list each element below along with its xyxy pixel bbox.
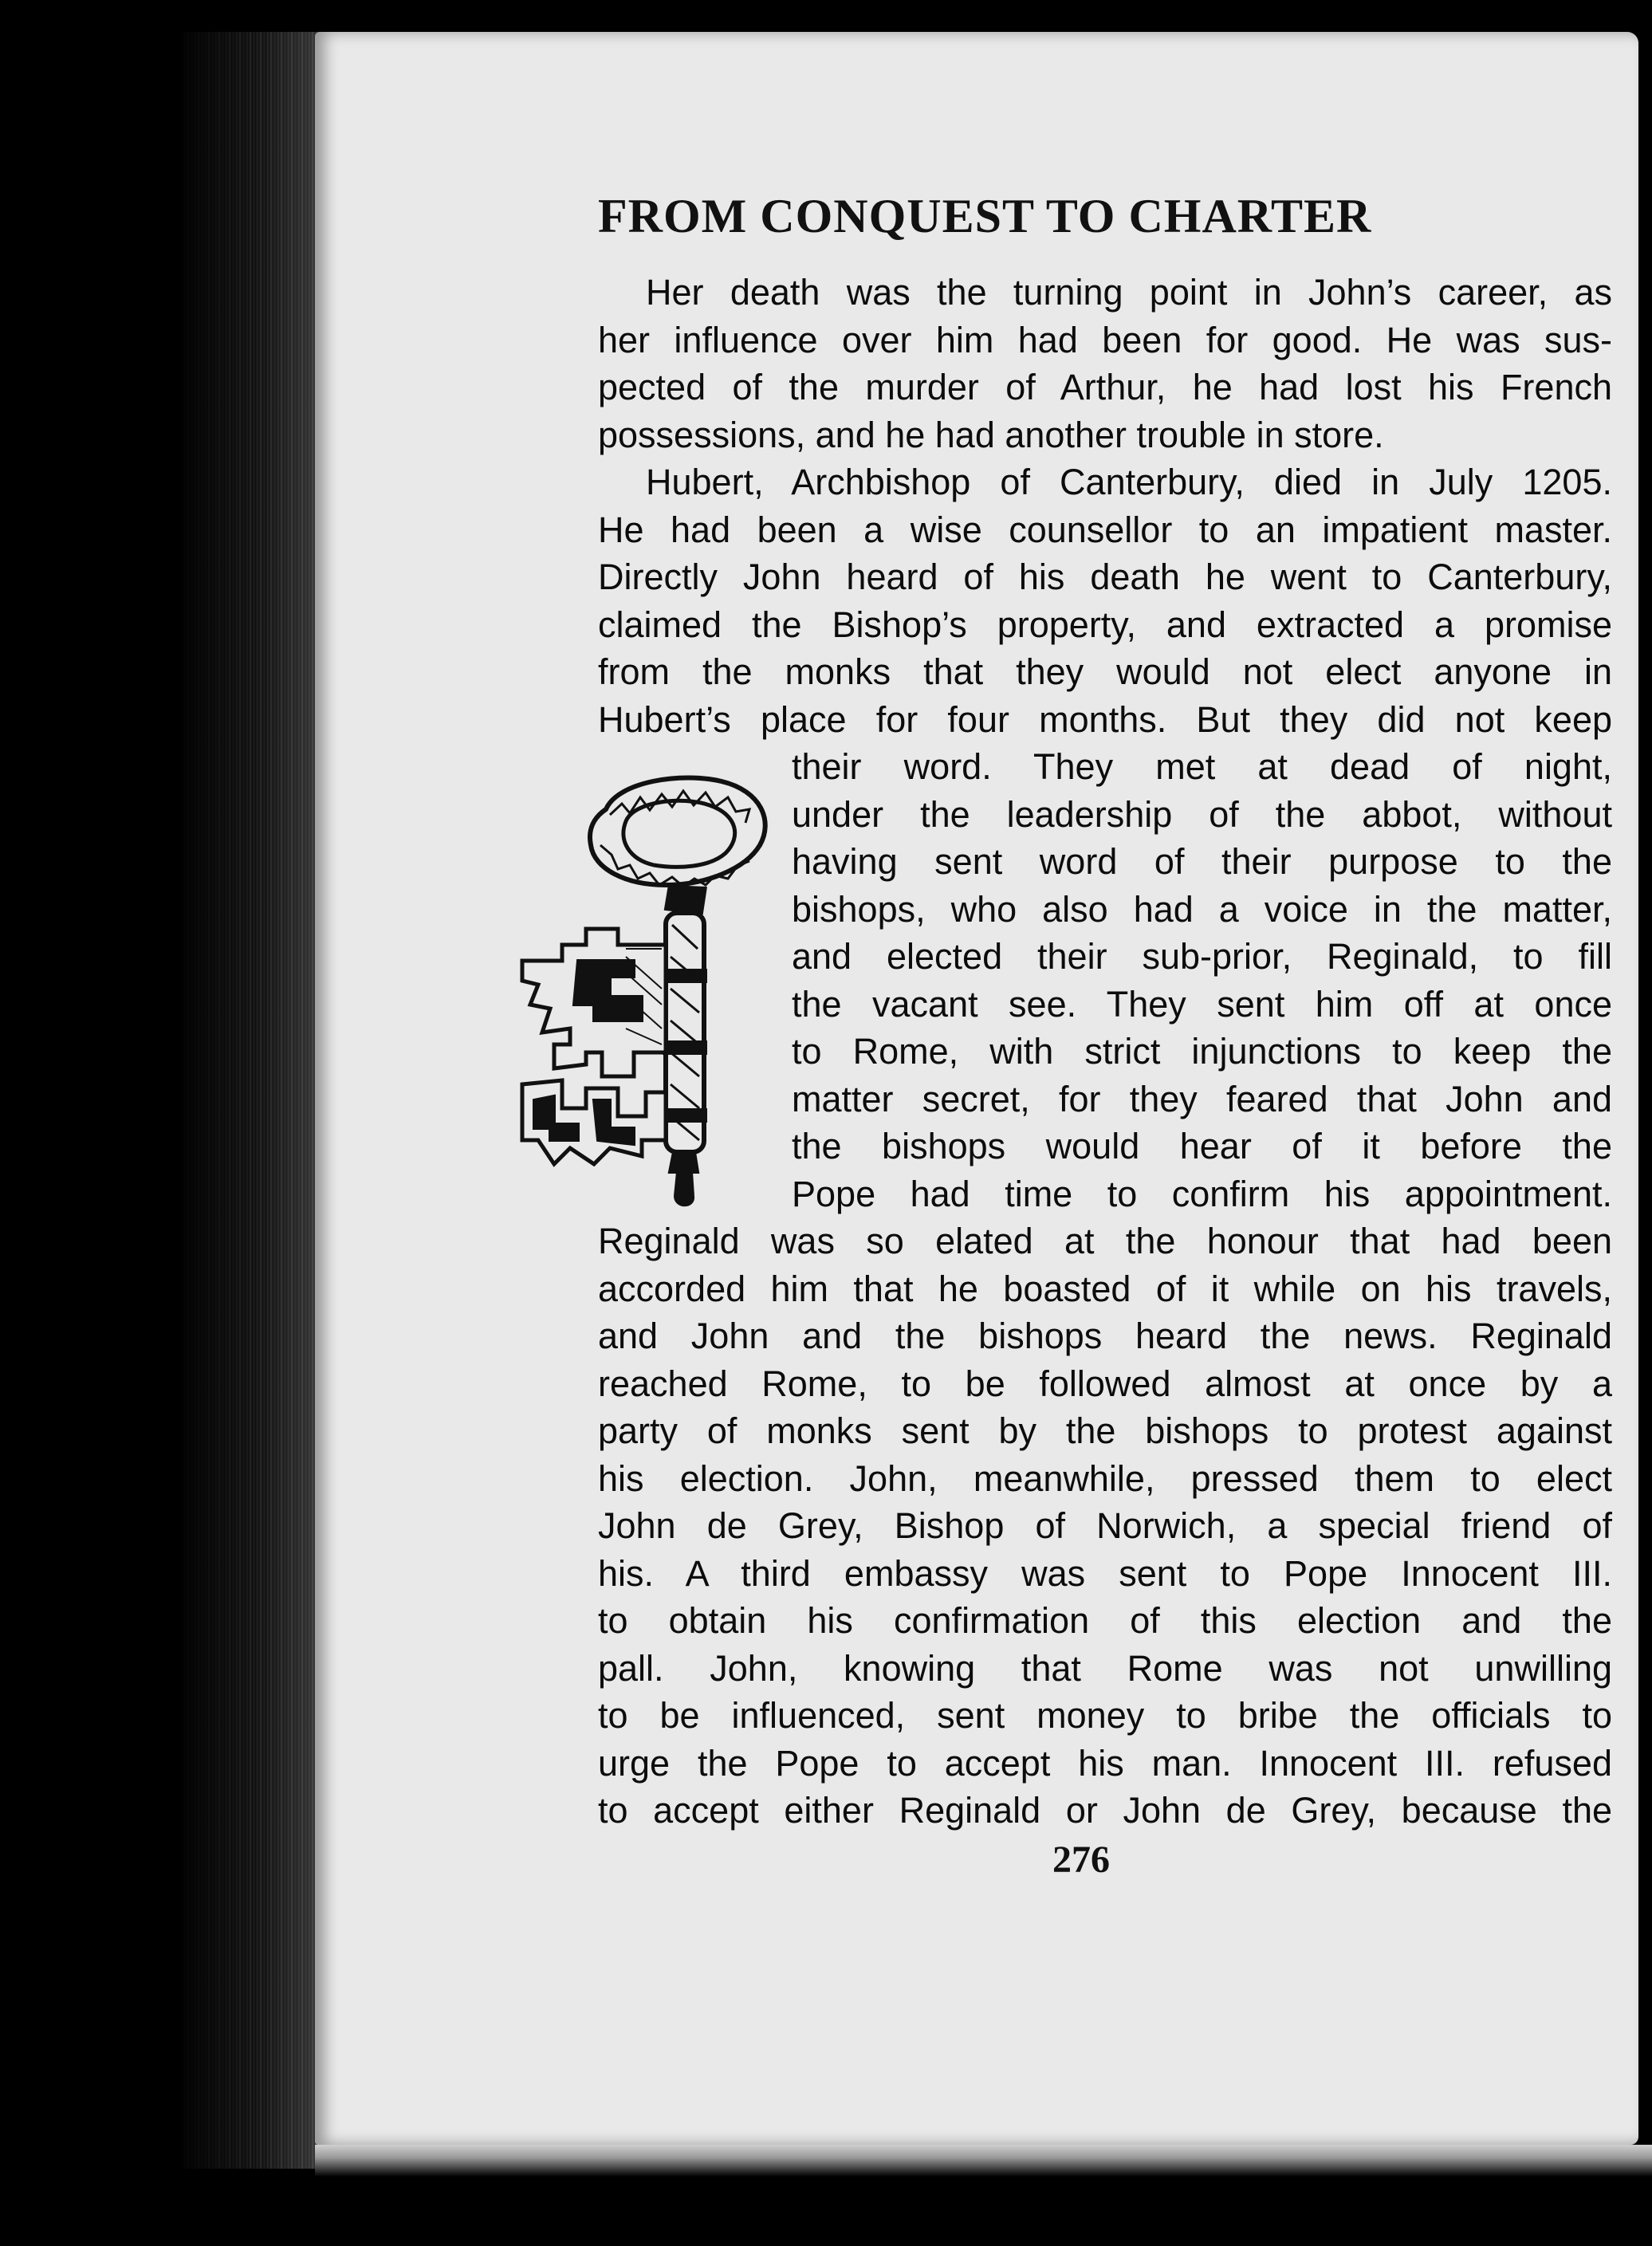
text-line: urge the Pope to accept his man. Innocent III. refused bbox=[598, 1742, 1612, 1784]
text-line: her influence over him had been for good. He was sus- bbox=[598, 319, 1612, 360]
text-line: under the leadership of the abbot, without bbox=[792, 793, 1612, 835]
text-line: bishops, who also had a voice in the matter, bbox=[792, 888, 1612, 930]
text-line: John de Grey, Bishop of Norwich, a special friend of bbox=[598, 1505, 1612, 1546]
text-line: claimed the Bishop’s property, and extracted a promise bbox=[598, 604, 1612, 645]
text-line: their word. They met at dead of night, bbox=[792, 746, 1612, 787]
text-line: possessions, and he had another trouble in store. bbox=[598, 414, 1384, 455]
text-line: and elected their sub-prior, Reginald, to fill bbox=[792, 936, 1612, 977]
text-line: accorded him that he boasted of it while on his travels, bbox=[598, 1268, 1612, 1309]
text-line: having sent word of their purpose to the bbox=[792, 841, 1612, 882]
paragraph-2-continued bbox=[598, 1217, 1612, 1835]
text-line: the bishops would hear of it before the bbox=[792, 1126, 1612, 1166]
text-line: to obtain his confirmation of this election and the bbox=[598, 1600, 1612, 1641]
text-line: his. A third embassy was sent to Pope Innocent III. bbox=[598, 1552, 1612, 1594]
paragraph-2 bbox=[598, 458, 1612, 743]
text-line: pall. John, knowing that Rome was not unwilling bbox=[598, 1647, 1612, 1689]
text-line: the vacant see. They sent him off at once bbox=[792, 983, 1612, 1025]
running-header: FROM CONQUEST TO CHARTER bbox=[598, 190, 1372, 242]
page-number: 276 bbox=[1052, 1839, 1110, 1881]
text-line: Hubert’s place for four months. But they did not keep bbox=[598, 698, 1612, 740]
text-line: his election. John, meanwhile, pressed them to elect bbox=[598, 1457, 1612, 1499]
text-line: to accept either Reginald or John de Grey, because the bbox=[598, 1790, 1612, 1831]
text-line: Reginald was so elated at the honour that had been bbox=[598, 1221, 1612, 1261]
text-line: party of monks sent by the bishops to protest against bbox=[598, 1410, 1612, 1451]
text-line: Her death was the turning point in John’s career, as bbox=[646, 272, 1612, 313]
text-line: pected of the murder of Arthur, he had lost his French bbox=[598, 367, 1612, 407]
text-line: Directly John heard of his death he went to Canterbury, bbox=[598, 557, 1612, 597]
text-line: Pope had time to confirm his appointment. bbox=[792, 1173, 1612, 1214]
paragraph-2-wrap bbox=[792, 743, 1612, 1217]
paragraph-1 bbox=[598, 269, 1612, 458]
text-line: from the monks that they would not elect anyone in bbox=[598, 651, 1612, 692]
text-line: to Rome, with strict injunctions to keep the bbox=[792, 1031, 1612, 1072]
text-line: Hubert, Archbishop of Canterbury, died in July 1205. bbox=[646, 462, 1612, 502]
key-icon bbox=[506, 765, 785, 1212]
text-line: matter secret, for they feared that John and bbox=[792, 1078, 1612, 1119]
page-bottom-edge bbox=[315, 2145, 1652, 2177]
text-line: to be influenced, sent money to bribe the officials to bbox=[598, 1695, 1612, 1736]
text-line: and John and the bishops heard the news. Reginald bbox=[598, 1316, 1612, 1356]
page-edges bbox=[183, 32, 327, 2169]
text-line: He had been a wise counsellor to an impatient master. bbox=[598, 509, 1612, 550]
text-line: reached Rome, to be followed almost at once by a bbox=[598, 1363, 1612, 1404]
